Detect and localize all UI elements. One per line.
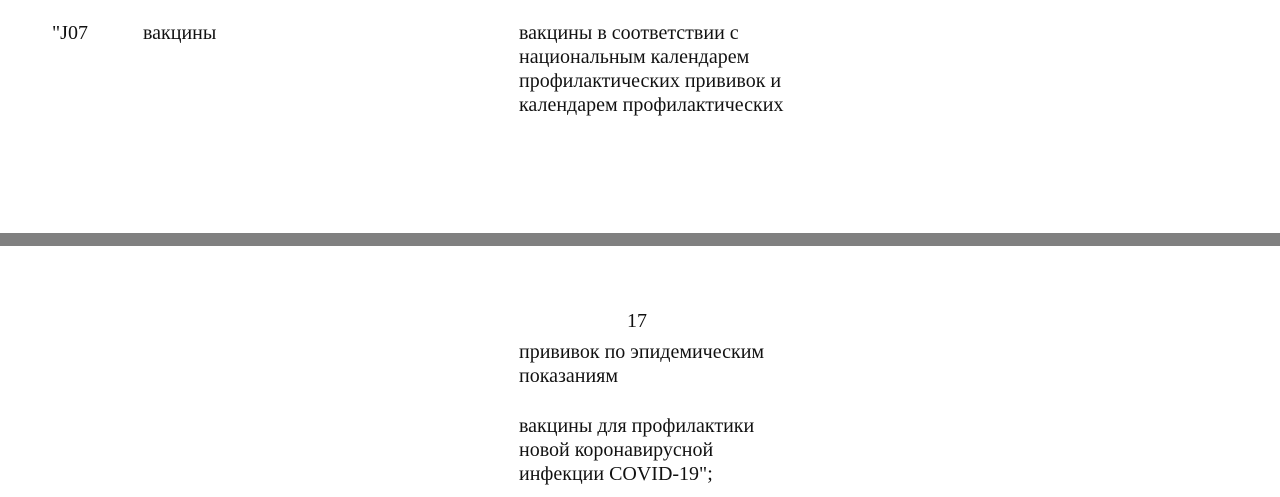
description-line: показаниям: [519, 365, 619, 387]
description-line: национальным календарем: [519, 46, 750, 68]
description-line: прививок по эпидемическим: [519, 341, 765, 363]
drug-description: [519, 21, 849, 117]
page-number: 17: [627, 310, 647, 332]
description-line: вакцины в соответствии с: [519, 22, 739, 44]
page-separator: [0, 233, 1280, 246]
description-continuation: [519, 340, 849, 388]
description-line: вакцины для профилактики: [519, 415, 755, 437]
covid-vaccine-description: [519, 414, 849, 486]
description-line: календарем профилактических: [519, 94, 784, 116]
document-page-top: [0, 0, 1280, 233]
description-line: профилактических прививок и: [519, 70, 782, 92]
description-line: инфекции COVID-19";: [519, 463, 713, 485]
atc-code: "J07: [52, 22, 88, 44]
document-page-bottom: [0, 246, 1280, 497]
description-line: новой коронавирусной: [519, 439, 714, 461]
atc-group-name: вакцины: [143, 22, 217, 44]
